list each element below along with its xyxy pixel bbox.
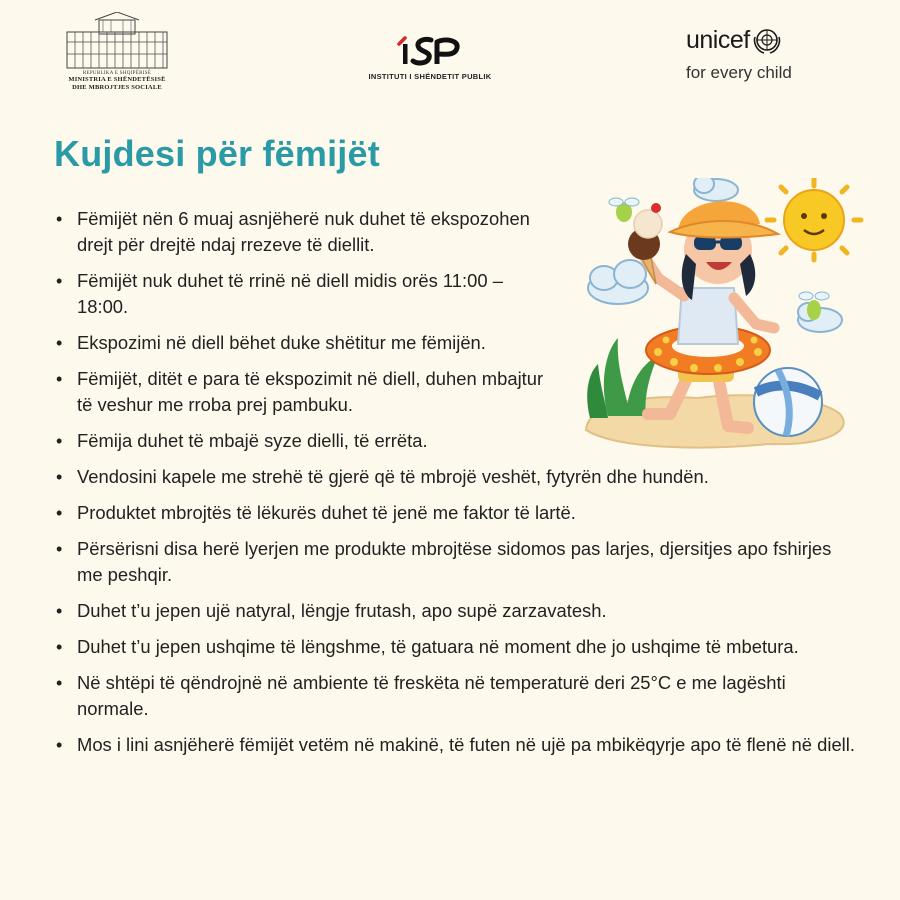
- unicef-logo: [686, 26, 816, 96]
- cloud-top: [694, 178, 738, 201]
- care-tip-item: • Fëmijët nën 6 muaj asnjëherë nuk duhet të ekspozohen drejt për drejtë ndaj rrezeve të diellit.: [56, 206, 556, 258]
- ministry-logo: [62, 12, 172, 98]
- unicef-wordmark: unicef: [686, 26, 750, 54]
- care-tip-item: • Në shtëpi të qëndrojnë në ambiente të freskëta në temperaturë deri 25°C e me lagështi normale.: [56, 670, 856, 722]
- ministry-name-line2: DHE MBROJTJES SOCIALE: [72, 84, 162, 91]
- care-tip-item: • Fëmijët nuk duhet të rrinë në diell midis orës 11:00 – 18:00.: [56, 268, 556, 320]
- care-tip-item: • Vendosini kapele me strehë të gjerë që të mbrojë veshët, fytyrën dhe hundën.: [56, 464, 856, 490]
- ministry-building-icon: [65, 12, 169, 70]
- care-tip-item: • Produktet mbrojtës të lëkurës duhet të jenë me faktor të lartë.: [56, 500, 856, 526]
- unicef-globe-icon: [752, 25, 782, 55]
- care-tip-item: • Fëmijët, ditët e para të ekspozimit në diell, duhen mbajtur të veshur me rroba prej pambuku.: [56, 366, 556, 418]
- ministry-country-text: REPUBLIKA E SHQIPËRISË: [82, 71, 152, 76]
- care-tip-item: • Duhet t’u jepen ushqime të lëngshme, të gatuara në moment dhe jo ushqime të mbetura.: [56, 634, 856, 660]
- care-tip-item: • Fëmija duhet të mbajë syze dielli, të errëta.: [56, 428, 556, 454]
- page-title: Kujdesi për fëmijët: [54, 133, 380, 174]
- care-tip-item: • Përsërisni disa herë lyerjen me produkte mbrojtëse sidomos pas larjes, djersitjes apo fshirjes me peshqir.: [56, 536, 856, 588]
- isp-name: INSTITUTI I SHËNDETIT PUBLIK: [368, 72, 492, 81]
- isp-logo: [340, 34, 520, 94]
- care-tip-item: • Duhet t’u jepen ujë natyral, lëngje frutash, apo supë zarzavatesh.: [56, 598, 856, 624]
- care-tips-list: [56, 206, 856, 758]
- care-tip-item: • Mos i lini asnjëherë fëmijët vetëm në makinë, të futen në ujë pa mbikëqyrje apo të flenë në diell.: [56, 732, 856, 758]
- isp-logo-icon: [395, 34, 465, 66]
- unicef-tagline: for every child: [686, 63, 792, 82]
- ministry-name-line1: MINISTRIA E SHËNDETËSISË: [68, 76, 166, 83]
- header: [0, 0, 900, 110]
- care-tip-item: • Ekspozimi në diell bëhet duke shëtitur me fëmijën.: [56, 330, 556, 356]
